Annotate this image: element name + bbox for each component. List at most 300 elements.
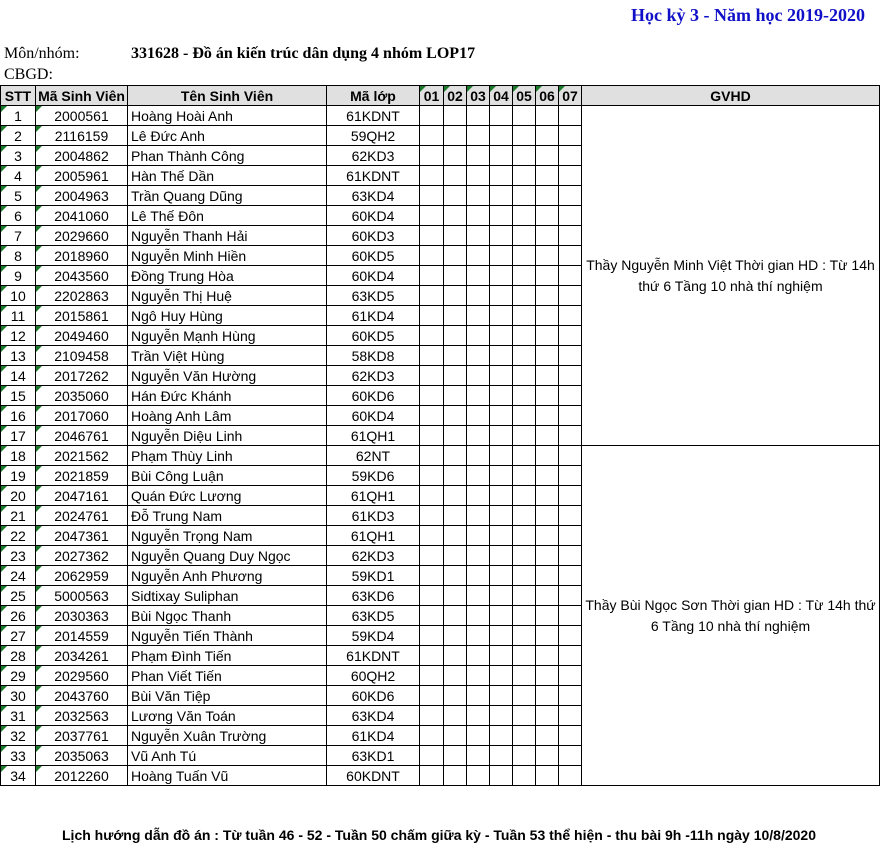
cell-week-attendance[interactable] <box>444 546 467 566</box>
cell-week-attendance[interactable] <box>444 566 467 586</box>
cell-week-attendance[interactable] <box>420 506 444 526</box>
cell-week-attendance[interactable] <box>536 146 559 166</box>
cell-student-name[interactable]: Phan Viết Tiến <box>128 666 327 686</box>
cell-week-attendance[interactable] <box>513 266 536 286</box>
cell-week-attendance[interactable] <box>536 606 559 626</box>
cell-week-attendance[interactable] <box>444 246 467 266</box>
cell-student-name[interactable]: Hoàng Anh Lâm <box>128 406 327 426</box>
cell-week-attendance[interactable] <box>536 506 559 526</box>
cell-student-id[interactable]: 2024761 <box>36 506 128 526</box>
cell-week-attendance[interactable] <box>444 446 467 466</box>
cell-week-attendance[interactable] <box>420 106 444 126</box>
cell-week-attendance[interactable] <box>467 466 490 486</box>
cell-week-attendance[interactable] <box>513 726 536 746</box>
cell-week-attendance[interactable] <box>513 446 536 466</box>
cell-week-attendance[interactable] <box>444 146 467 166</box>
cell-stt[interactable]: 25 <box>1 586 36 606</box>
cell-week-attendance[interactable] <box>420 346 444 366</box>
cell-week-attendance[interactable] <box>467 606 490 626</box>
cell-week-attendance[interactable] <box>559 506 582 526</box>
cell-week-attendance[interactable] <box>513 186 536 206</box>
cell-week-attendance[interactable] <box>536 266 559 286</box>
cell-week-attendance[interactable] <box>420 626 444 646</box>
cell-class-code[interactable]: 62KD3 <box>327 366 420 386</box>
cell-week-attendance[interactable] <box>420 606 444 626</box>
cell-student-id[interactable]: 2043560 <box>36 266 128 286</box>
cell-week-attendance[interactable] <box>420 526 444 546</box>
cell-student-name[interactable]: Bùi Công Luận <box>128 466 327 486</box>
cell-week-attendance[interactable] <box>513 286 536 306</box>
cell-gvhd[interactable]: Thầy Bùi Ngọc Sơn Thời gian HD : Từ 14h thứ 6 Tầng 10 nhà thí nghiệm <box>582 446 880 786</box>
cell-week-attendance[interactable] <box>490 746 513 766</box>
cell-class-code[interactable]: 61KD4 <box>327 306 420 326</box>
cell-week-attendance[interactable] <box>420 726 444 746</box>
cell-student-id[interactable]: 2018960 <box>36 246 128 266</box>
cell-week-attendance[interactable] <box>559 546 582 566</box>
cell-student-name[interactable]: Đồng Trung Hòa <box>128 266 327 286</box>
cell-week-attendance[interactable] <box>467 586 490 606</box>
cell-week-attendance[interactable] <box>467 226 490 246</box>
cell-stt[interactable]: 7 <box>1 226 36 246</box>
cell-student-name[interactable]: Nguyễn Quang Duy Ngọc <box>128 546 327 566</box>
cell-week-attendance[interactable] <box>513 666 536 686</box>
cell-week-attendance[interactable] <box>467 726 490 746</box>
cell-class-code[interactable]: 60KD4 <box>327 266 420 286</box>
cell-week-attendance[interactable] <box>513 306 536 326</box>
cell-week-attendance[interactable] <box>490 326 513 346</box>
cell-stt[interactable]: 34 <box>1 766 36 786</box>
cell-student-name[interactable]: Trần Việt Hùng <box>128 346 327 366</box>
cell-week-attendance[interactable] <box>490 346 513 366</box>
cell-student-name[interactable]: Lê Thế Đôn <box>128 206 327 226</box>
cell-week-attendance[interactable] <box>490 486 513 506</box>
cell-student-id[interactable]: 2037761 <box>36 726 128 746</box>
cell-week-attendance[interactable] <box>467 666 490 686</box>
cell-week-attendance[interactable] <box>559 766 582 786</box>
cell-week-attendance[interactable] <box>467 206 490 226</box>
cell-week-attendance[interactable] <box>536 346 559 366</box>
cell-week-attendance[interactable] <box>420 126 444 146</box>
cell-class-code[interactable]: 60QH2 <box>327 666 420 686</box>
cell-week-attendance[interactable] <box>559 306 582 326</box>
cell-week-attendance[interactable] <box>559 626 582 646</box>
cell-class-code[interactable]: 62KD3 <box>327 146 420 166</box>
cell-class-code[interactable]: 63KD6 <box>327 586 420 606</box>
cell-week-attendance[interactable] <box>444 646 467 666</box>
cell-week-attendance[interactable] <box>490 626 513 646</box>
cell-week-attendance[interactable] <box>444 426 467 446</box>
cell-student-name[interactable]: Nguyễn Xuân Trường <box>128 726 327 746</box>
cell-week-attendance[interactable] <box>559 746 582 766</box>
cell-student-id[interactable]: 2043760 <box>36 686 128 706</box>
cell-week-attendance[interactable] <box>444 126 467 146</box>
cell-week-attendance[interactable] <box>420 426 444 446</box>
cell-week-attendance[interactable] <box>444 746 467 766</box>
cell-week-attendance[interactable] <box>513 326 536 346</box>
cell-week-attendance[interactable] <box>444 286 467 306</box>
cell-student-id[interactable]: 2049460 <box>36 326 128 346</box>
cell-week-attendance[interactable] <box>559 366 582 386</box>
cell-student-id[interactable]: 2017060 <box>36 406 128 426</box>
cell-week-attendance[interactable] <box>467 566 490 586</box>
cell-week-attendance[interactable] <box>559 386 582 406</box>
cell-class-code[interactable]: 59KD6 <box>327 466 420 486</box>
cell-student-id[interactable]: 2021562 <box>36 446 128 466</box>
cell-week-attendance[interactable] <box>513 566 536 586</box>
cell-student-name[interactable]: Nguyễn Mạnh Hùng <box>128 326 327 346</box>
cell-week-attendance[interactable] <box>536 166 559 186</box>
cell-week-attendance[interactable] <box>467 406 490 426</box>
cell-week-attendance[interactable] <box>513 206 536 226</box>
cell-student-id[interactable]: 2000561 <box>36 106 128 126</box>
cell-week-attendance[interactable] <box>513 366 536 386</box>
cell-class-code[interactable]: 61QH1 <box>327 526 420 546</box>
cell-week-attendance[interactable] <box>490 546 513 566</box>
cell-week-attendance[interactable] <box>559 166 582 186</box>
cell-week-attendance[interactable] <box>536 466 559 486</box>
cell-class-code[interactable]: 60KDNT <box>327 766 420 786</box>
cell-week-attendance[interactable] <box>490 706 513 726</box>
cell-week-attendance[interactable] <box>444 206 467 226</box>
cell-week-attendance[interactable] <box>559 666 582 686</box>
cell-week-attendance[interactable] <box>420 706 444 726</box>
cell-week-attendance[interactable] <box>467 146 490 166</box>
cell-week-attendance[interactable] <box>444 406 467 426</box>
cell-student-name[interactable]: Nguyễn Tiến Thành <box>128 626 327 646</box>
cell-student-name[interactable]: Hán Đức Khánh <box>128 386 327 406</box>
cell-week-attendance[interactable] <box>490 466 513 486</box>
cell-class-code[interactable]: 59KD4 <box>327 626 420 646</box>
cell-week-attendance[interactable] <box>467 526 490 546</box>
cell-week-attendance[interactable] <box>444 486 467 506</box>
col-week-03[interactable]: 03 <box>467 86 490 106</box>
cell-stt[interactable]: 5 <box>1 186 36 206</box>
cell-week-attendance[interactable] <box>536 726 559 746</box>
cell-class-code[interactable]: 59QH2 <box>327 126 420 146</box>
cell-student-name[interactable]: Phan Thành Công <box>128 146 327 166</box>
cell-week-attendance[interactable] <box>420 146 444 166</box>
cell-class-code[interactable]: 62KD3 <box>327 546 420 566</box>
cell-student-name[interactable]: Vũ Anh Tú <box>128 746 327 766</box>
cell-stt[interactable]: 9 <box>1 266 36 286</box>
cell-student-name[interactable]: Nguyễn Trọng Nam <box>128 526 327 546</box>
cell-student-name[interactable]: Phạm Thùy Linh <box>128 446 327 466</box>
col-week-01[interactable]: 01 <box>420 86 444 106</box>
cell-stt[interactable]: 30 <box>1 686 36 706</box>
cell-week-attendance[interactable] <box>467 186 490 206</box>
col-msv[interactable]: Mã Sinh Viên <box>36 86 128 106</box>
cell-week-attendance[interactable] <box>444 506 467 526</box>
cell-class-code[interactable]: 60KD4 <box>327 206 420 226</box>
cell-week-attendance[interactable] <box>420 746 444 766</box>
cell-student-name[interactable]: Lương Văn Toán <box>128 706 327 726</box>
cell-week-attendance[interactable] <box>559 126 582 146</box>
cell-student-id[interactable]: 2014559 <box>36 626 128 646</box>
cell-student-name[interactable]: Nguyễn Minh Hiền <box>128 246 327 266</box>
cell-student-id[interactable]: 2035063 <box>36 746 128 766</box>
cell-week-attendance[interactable] <box>420 566 444 586</box>
cell-class-code[interactable]: 61KD4 <box>327 726 420 746</box>
cell-week-attendance[interactable] <box>559 686 582 706</box>
cell-week-attendance[interactable] <box>420 166 444 186</box>
cell-stt[interactable]: 31 <box>1 706 36 726</box>
cell-stt[interactable]: 24 <box>1 566 36 586</box>
cell-week-attendance[interactable] <box>420 286 444 306</box>
cell-week-attendance[interactable] <box>559 346 582 366</box>
cell-week-attendance[interactable] <box>467 306 490 326</box>
cell-week-attendance[interactable] <box>536 306 559 326</box>
cell-stt[interactable]: 19 <box>1 466 36 486</box>
cell-week-attendance[interactable] <box>444 466 467 486</box>
cell-week-attendance[interactable] <box>490 266 513 286</box>
cell-student-name[interactable]: Quán Đức Lương <box>128 486 327 506</box>
cell-week-attendance[interactable] <box>513 426 536 446</box>
cell-week-attendance[interactable] <box>467 746 490 766</box>
cell-week-attendance[interactable] <box>444 706 467 726</box>
cell-class-code[interactable]: 60KD5 <box>327 326 420 346</box>
cell-week-attendance[interactable] <box>444 386 467 406</box>
cell-week-attendance[interactable] <box>513 106 536 126</box>
cell-week-attendance[interactable] <box>490 506 513 526</box>
cell-week-attendance[interactable] <box>467 166 490 186</box>
cell-week-attendance[interactable] <box>467 766 490 786</box>
cell-week-attendance[interactable] <box>444 666 467 686</box>
cell-week-attendance[interactable] <box>559 566 582 586</box>
cell-stt[interactable]: 17 <box>1 426 36 446</box>
col-class[interactable]: Mã lớp <box>327 86 420 106</box>
cell-student-id[interactable]: 2004963 <box>36 186 128 206</box>
cell-student-name[interactable]: Phạm Đình Tiến <box>128 646 327 666</box>
cell-week-attendance[interactable] <box>513 166 536 186</box>
cell-class-code[interactable]: 58KD8 <box>327 346 420 366</box>
cell-stt[interactable]: 12 <box>1 326 36 346</box>
cell-week-attendance[interactable] <box>536 706 559 726</box>
cell-week-attendance[interactable] <box>420 206 444 226</box>
cell-week-attendance[interactable] <box>536 226 559 246</box>
cell-student-id[interactable]: 2046761 <box>36 426 128 446</box>
cell-week-attendance[interactable] <box>444 106 467 126</box>
cell-week-attendance[interactable] <box>420 246 444 266</box>
cell-week-attendance[interactable] <box>420 686 444 706</box>
cell-stt[interactable]: 11 <box>1 306 36 326</box>
cell-week-attendance[interactable] <box>536 326 559 346</box>
cell-class-code[interactable]: 60KD4 <box>327 406 420 426</box>
cell-student-id[interactable]: 2029560 <box>36 666 128 686</box>
cell-week-attendance[interactable] <box>559 246 582 266</box>
cell-week-attendance[interactable] <box>420 646 444 666</box>
col-week-06[interactable]: 06 <box>536 86 559 106</box>
cell-week-attendance[interactable] <box>490 206 513 226</box>
cell-week-attendance[interactable] <box>559 606 582 626</box>
cell-week-attendance[interactable] <box>490 186 513 206</box>
cell-week-attendance[interactable] <box>513 146 536 166</box>
cell-week-attendance[interactable] <box>490 106 513 126</box>
cell-class-code[interactable]: 60KD6 <box>327 386 420 406</box>
cell-week-attendance[interactable] <box>467 346 490 366</box>
cell-week-attendance[interactable] <box>420 326 444 346</box>
cell-week-attendance[interactable] <box>467 706 490 726</box>
cell-week-attendance[interactable] <box>559 426 582 446</box>
cell-stt[interactable]: 33 <box>1 746 36 766</box>
cell-stt[interactable]: 15 <box>1 386 36 406</box>
cell-student-name[interactable]: Nguyễn Diệu Linh <box>128 426 327 446</box>
cell-week-attendance[interactable] <box>444 586 467 606</box>
cell-class-code[interactable]: 59KD1 <box>327 566 420 586</box>
cell-week-attendance[interactable] <box>444 686 467 706</box>
cell-week-attendance[interactable] <box>513 526 536 546</box>
cell-student-name[interactable]: Hàn Thế Dần <box>128 166 327 186</box>
cell-week-attendance[interactable] <box>559 286 582 306</box>
cell-week-attendance[interactable] <box>490 166 513 186</box>
cell-week-attendance[interactable] <box>420 366 444 386</box>
cell-week-attendance[interactable] <box>420 586 444 606</box>
cell-week-attendance[interactable] <box>467 126 490 146</box>
cell-student-name[interactable]: Nguyễn Anh Phương <box>128 566 327 586</box>
col-name[interactable]: Tên Sinh Viên <box>128 86 327 106</box>
cell-stt[interactable]: 18 <box>1 446 36 466</box>
cell-week-attendance[interactable] <box>536 206 559 226</box>
cell-student-name[interactable]: Bùi Ngọc Thanh <box>128 606 327 626</box>
cell-week-attendance[interactable] <box>467 446 490 466</box>
cell-week-attendance[interactable] <box>420 486 444 506</box>
cell-week-attendance[interactable] <box>536 126 559 146</box>
cell-week-attendance[interactable] <box>444 366 467 386</box>
cell-student-id[interactable]: 2030363 <box>36 606 128 626</box>
cell-student-name[interactable]: Hoàng Hoài Anh <box>128 106 327 126</box>
col-gvhd[interactable]: GVHD <box>582 86 880 106</box>
cell-week-attendance[interactable] <box>444 306 467 326</box>
cell-week-attendance[interactable] <box>467 266 490 286</box>
cell-week-attendance[interactable] <box>467 386 490 406</box>
cell-week-attendance[interactable] <box>444 226 467 246</box>
cell-week-attendance[interactable] <box>559 446 582 466</box>
cell-week-attendance[interactable] <box>467 326 490 346</box>
cell-week-attendance[interactable] <box>420 186 444 206</box>
cell-week-attendance[interactable] <box>513 626 536 646</box>
cell-week-attendance[interactable] <box>513 466 536 486</box>
cell-student-id[interactable]: 5000563 <box>36 586 128 606</box>
cell-stt[interactable]: 22 <box>1 526 36 546</box>
cell-stt[interactable]: 4 <box>1 166 36 186</box>
cell-week-attendance[interactable] <box>420 666 444 686</box>
cell-student-id[interactable]: 2035060 <box>36 386 128 406</box>
cell-week-attendance[interactable] <box>467 286 490 306</box>
cell-student-name[interactable]: Ngô Huy Hùng <box>128 306 327 326</box>
cell-week-attendance[interactable] <box>559 586 582 606</box>
cell-week-attendance[interactable] <box>513 706 536 726</box>
col-stt[interactable]: STT <box>1 86 36 106</box>
cell-week-attendance[interactable] <box>536 386 559 406</box>
cell-week-attendance[interactable] <box>559 466 582 486</box>
cell-student-name[interactable]: Hoàng Tuấn Vũ <box>128 766 327 786</box>
cell-week-attendance[interactable] <box>513 126 536 146</box>
cell-week-attendance[interactable] <box>559 186 582 206</box>
cell-class-code[interactable]: 63KD4 <box>327 186 420 206</box>
cell-week-attendance[interactable] <box>559 106 582 126</box>
cell-week-attendance[interactable] <box>513 246 536 266</box>
cell-week-attendance[interactable] <box>490 146 513 166</box>
cell-week-attendance[interactable] <box>490 306 513 326</box>
cell-class-code[interactable]: 62NT <box>327 446 420 466</box>
cell-week-attendance[interactable] <box>513 546 536 566</box>
cell-week-attendance[interactable] <box>536 666 559 686</box>
cell-stt[interactable]: 6 <box>1 206 36 226</box>
cell-student-id[interactable]: 2012260 <box>36 766 128 786</box>
cell-week-attendance[interactable] <box>444 186 467 206</box>
cell-student-name[interactable]: Bùi Văn Tiệp <box>128 686 327 706</box>
cell-week-attendance[interactable] <box>559 486 582 506</box>
cell-stt[interactable]: 23 <box>1 546 36 566</box>
cell-stt[interactable]: 14 <box>1 366 36 386</box>
cell-student-id[interactable]: 2005961 <box>36 166 128 186</box>
cell-stt[interactable]: 28 <box>1 646 36 666</box>
cell-week-attendance[interactable] <box>513 606 536 626</box>
cell-week-attendance[interactable] <box>536 446 559 466</box>
cell-stt[interactable]: 13 <box>1 346 36 366</box>
cell-week-attendance[interactable] <box>559 206 582 226</box>
cell-student-name[interactable]: Trần Quang Dũng <box>128 186 327 206</box>
cell-week-attendance[interactable] <box>536 246 559 266</box>
cell-week-attendance[interactable] <box>444 626 467 646</box>
cell-student-id[interactable]: 2034261 <box>36 646 128 666</box>
cell-student-id[interactable]: 2109458 <box>36 346 128 366</box>
cell-week-attendance[interactable] <box>444 526 467 546</box>
cell-student-name[interactable]: Lê Đức Anh <box>128 126 327 146</box>
cell-stt[interactable]: 27 <box>1 626 36 646</box>
cell-week-attendance[interactable] <box>559 646 582 666</box>
cell-week-attendance[interactable] <box>536 486 559 506</box>
cell-student-id[interactable]: 2015861 <box>36 306 128 326</box>
cell-week-attendance[interactable] <box>536 406 559 426</box>
cell-week-attendance[interactable] <box>536 746 559 766</box>
cell-week-attendance[interactable] <box>559 146 582 166</box>
cell-week-attendance[interactable] <box>420 766 444 786</box>
cell-week-attendance[interactable] <box>467 506 490 526</box>
cell-student-id[interactable]: 2047361 <box>36 526 128 546</box>
cell-week-attendance[interactable] <box>490 426 513 446</box>
cell-stt[interactable]: 1 <box>1 106 36 126</box>
cell-class-code[interactable]: 61QH1 <box>327 426 420 446</box>
cell-week-attendance[interactable] <box>490 726 513 746</box>
cell-student-id[interactable]: 2041060 <box>36 206 128 226</box>
cell-week-attendance[interactable] <box>490 686 513 706</box>
cell-student-id[interactable]: 2047161 <box>36 486 128 506</box>
cell-week-attendance[interactable] <box>444 326 467 346</box>
cell-student-name[interactable]: Sidtixay Suliphan <box>128 586 327 606</box>
cell-class-code[interactable]: 63KD1 <box>327 746 420 766</box>
cell-student-id[interactable]: 2116159 <box>36 126 128 146</box>
cell-week-attendance[interactable] <box>490 586 513 606</box>
cell-week-attendance[interactable] <box>536 546 559 566</box>
cell-class-code[interactable]: 60KD5 <box>327 246 420 266</box>
cell-student-id[interactable]: 2017262 <box>36 366 128 386</box>
cell-week-attendance[interactable] <box>467 546 490 566</box>
cell-stt[interactable]: 8 <box>1 246 36 266</box>
cell-week-attendance[interactable] <box>467 626 490 646</box>
cell-week-attendance[interactable] <box>444 726 467 746</box>
cell-week-attendance[interactable] <box>444 266 467 286</box>
cell-week-attendance[interactable] <box>490 406 513 426</box>
cell-week-attendance[interactable] <box>490 526 513 546</box>
cell-student-id[interactable]: 2029660 <box>36 226 128 246</box>
cell-week-attendance[interactable] <box>490 226 513 246</box>
cell-stt[interactable]: 26 <box>1 606 36 626</box>
cell-week-attendance[interactable] <box>513 586 536 606</box>
cell-week-attendance[interactable] <box>536 586 559 606</box>
cell-week-attendance[interactable] <box>513 226 536 246</box>
cell-week-attendance[interactable] <box>420 226 444 246</box>
cell-week-attendance[interactable] <box>420 386 444 406</box>
